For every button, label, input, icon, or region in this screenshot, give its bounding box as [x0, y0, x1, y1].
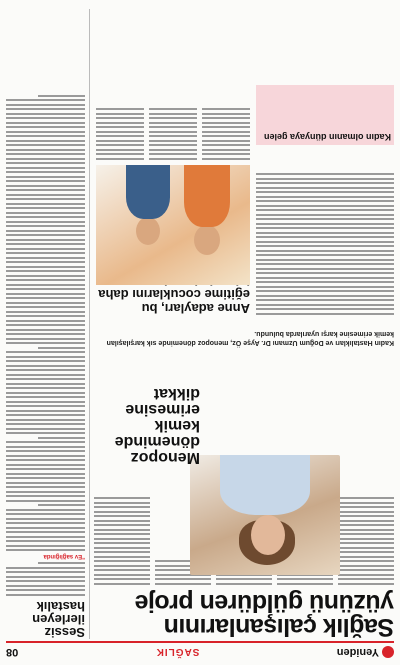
left-article-column: [256, 15, 394, 315]
side-column-title: Sessiz ilerleyen hastalık: [32, 599, 85, 640]
logo-text: Yeniden: [336, 646, 379, 658]
logo-icon: [382, 646, 394, 658]
family-photo: [96, 165, 250, 285]
bottom-headline: Anne adayları, bu eğitime cocuklarını daha: [98, 287, 250, 316]
woman-photo: [190, 455, 340, 575]
feature-intro: Kadın Hastalıkları ve Doğum Uzmanı Dr. Ayşe Öz, menopoz döneminde sık karşılaşılan kemik erimesine karşı uyarılarda bulundu.: [106, 330, 394, 346]
main-headline: Sağlık çalışanlarının yüzünü güldüren proje: [135, 589, 394, 641]
highlight-box: [256, 85, 394, 145]
page-header: [6, 641, 394, 661]
page-number: 08: [6, 646, 19, 658]
side-column: [6, 9, 90, 639]
logo: [337, 646, 394, 658]
highlight-box-title: Kadın olmanın dünyaya gelen: [263, 132, 391, 142]
side-column-subhead: "Ev sağlığında: [43, 553, 85, 560]
feature-headline: Menopoz döneminde kemik erimesine dikkat: [114, 385, 200, 466]
side-column-text: [6, 95, 85, 596]
bottom-article-columns: [96, 10, 250, 160]
section-label: SAĞLIK: [155, 646, 200, 658]
